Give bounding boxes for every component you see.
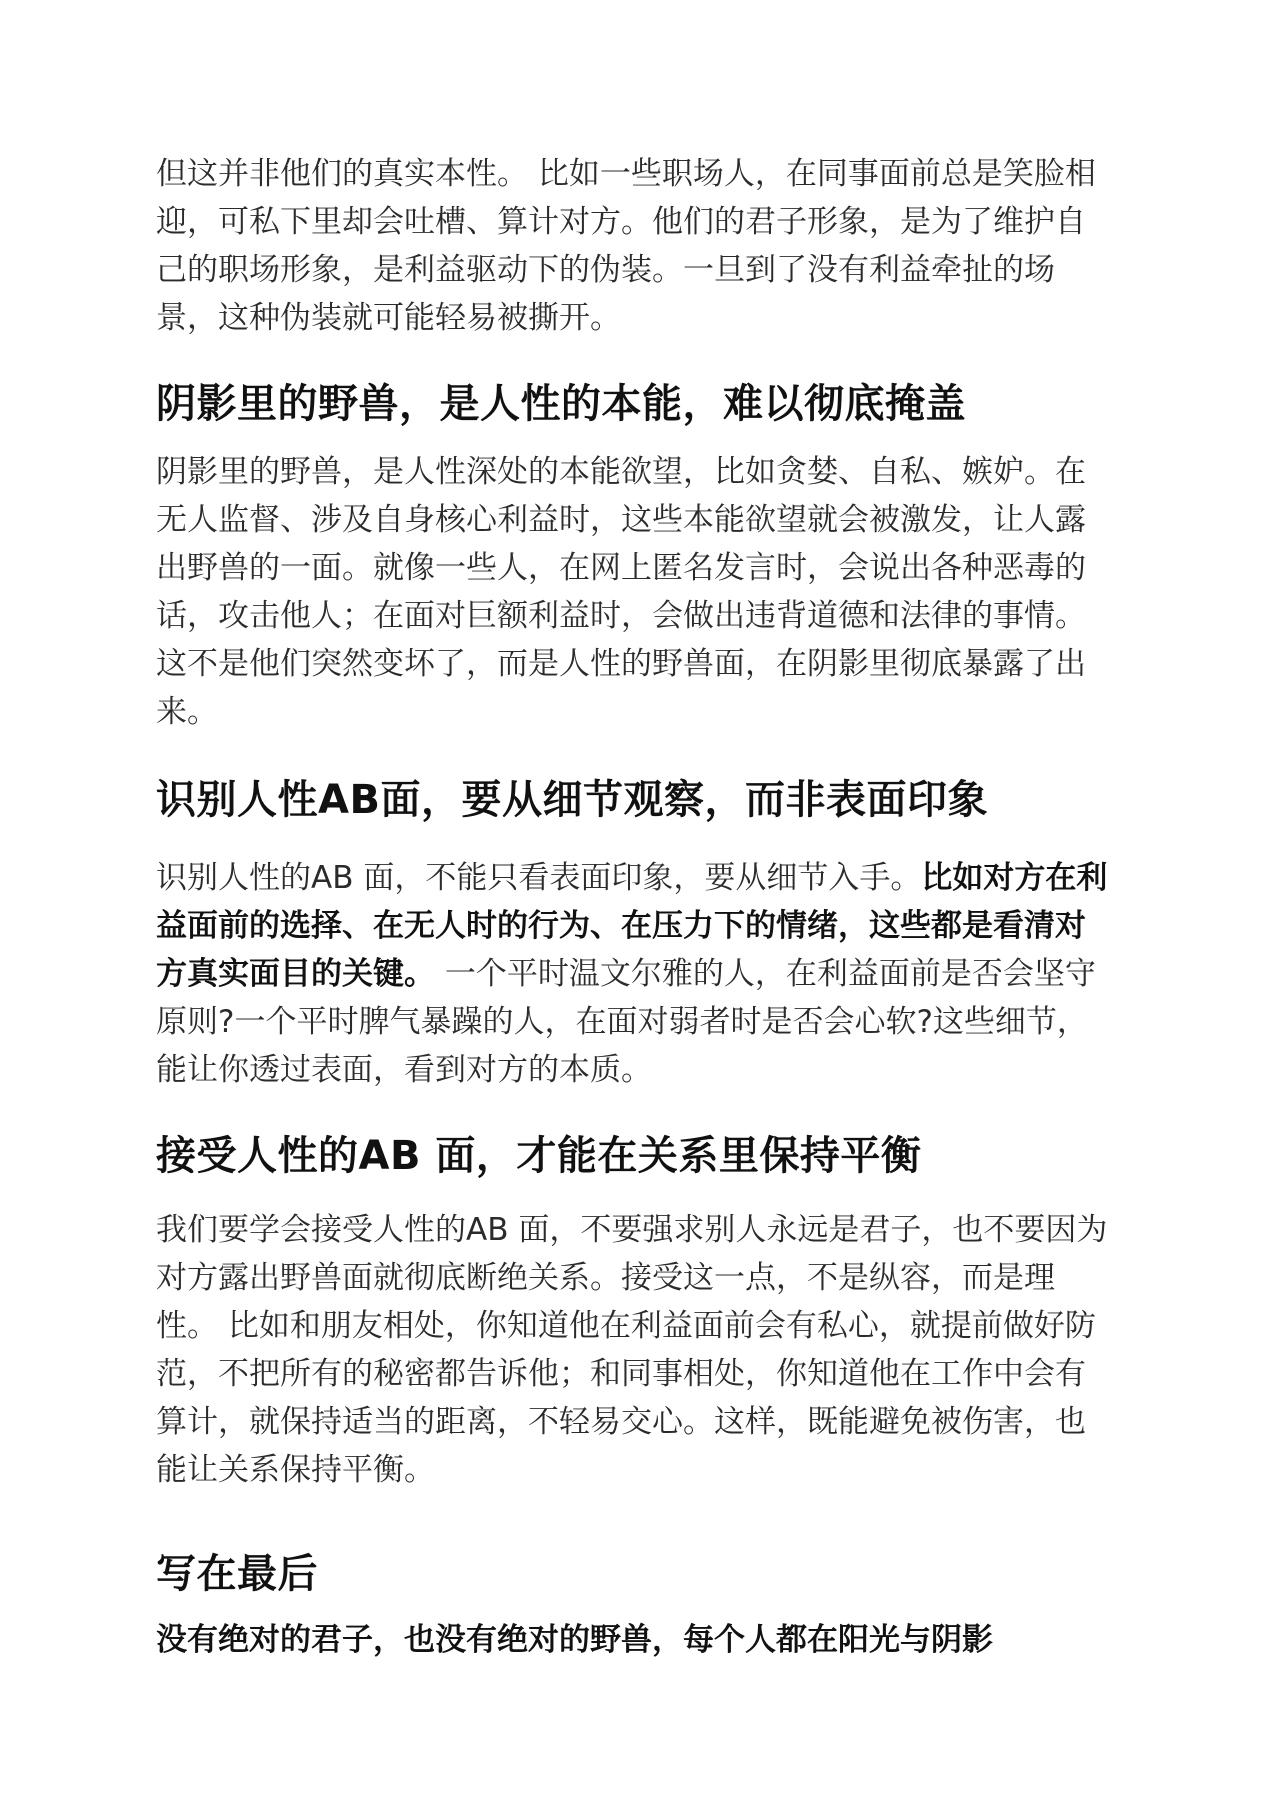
section-heading-accept: 接受人性的AB 面，才能在关系里保持平衡 (156, 1133, 922, 1179)
paragraph-3 (156, 854, 1116, 1094)
paragraph-3-intro: 识别人性的AB 面，不能只看表面印象，要从细节入手。 (156, 860, 922, 896)
paragraph-4: 我们要学会接受人性的AB 面，不要强求别人永远是君子，也不要因为对方露出野兽面就彻底断绝关系。接受这一点，不是纵容，而是理性。 比如和朋友相处，你知道他在利益面前会有私心，就提前做好防范，不把所有的秘密都告诉他；和同事相处，你知道他在工作中会有算计，就保持适当的距离，不轻易交心。这样，既能避免被伤害，也能让关系保持平衡。 (156, 1212, 1108, 1488)
section-heading-conclusion: 写在最后 (156, 1551, 318, 1597)
paragraph-1: 但这并非他们的真实本性。 比如一些职场人，在同事面前总是笑脸相迎，可私下里却会吐槽、算计对方。他们的君子形象，是为了维护自己的职场形象，是利益驱动下的伪装。一旦到了没有利益牵扯的场景，这种伪装就可能轻易被撕开。 (156, 156, 1096, 336)
article-body (156, 150, 1116, 1664)
paragraph-2: 阴影里的野兽，是人性深处的本能欲望，比如贪婪、自私、嫉妒。在无人监督、涉及自身核心利益时，这些本能欲望就会被激发，让人露出野兽的一面。就像一些人，在网上匿名发言时，会说出各种恶毒的话，攻击他人；在面对巨额利益时，会做出违背道德和法律的事情。这不是他们突然变坏了，而是人性的野兽面，在阴影里彻底暴露了出来。 (156, 454, 1086, 730)
paragraph-3-bold: 比如对方在利益面前的选择、在无人时的行为、在压力下的情绪，这些都是看清对方真实面目的关键。 (156, 860, 1108, 992)
section-heading-shadow-beast: 阴影里的野兽，是人性的本能，难以彻底掩盖 (156, 381, 966, 427)
paragraph-5 (156, 1616, 1116, 1664)
section-heading-identify: 识别人性AB面，要从细节观察，而非表面印象 (156, 777, 988, 823)
paragraph-5-bold: 没有绝对的君子，也没有绝对的野兽，每个人都在阳光与阴影 (156, 1622, 993, 1658)
paragraph-3-rest: 一个平时温文尔雅的人，在利益面前是否会坚守原则?一个平时脾气暴躁的人，在面对弱者时是否会心软?这些细节，能让你透过表面，看到对方的本质。 (156, 956, 1096, 1088)
